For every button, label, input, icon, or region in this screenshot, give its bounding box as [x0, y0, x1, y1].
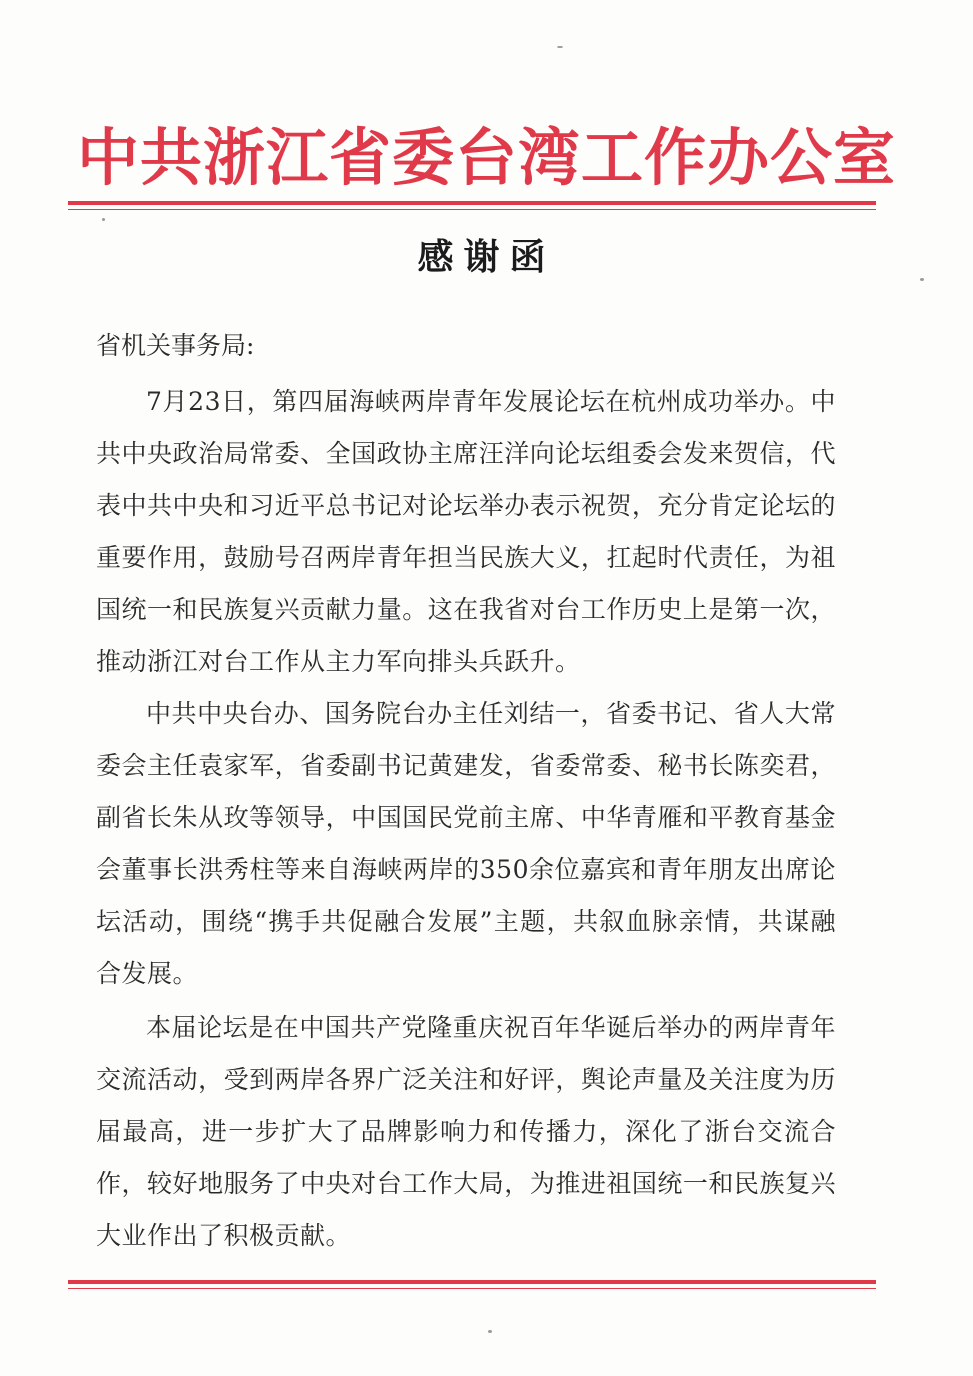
body-paragraph-2-wrap: [96, 688, 836, 1000]
document-title: 感谢函: [417, 237, 556, 278]
paper-speck: [920, 278, 924, 281]
body-paragraph: 中共中央台办、国务院台办主任刘结一，省委书记、省人大常委会主任袁家军，省委副书记黄建发，省委常委、秘书长陈奕君，副省长朱从玫等领导，中国国民党前主席、中华青雁和平教育基金会董事长洪秀柱等来自海峡两岸的350余位嘉宾和青年朋友出席论坛活动，围绕“携手共促融合发展”主题，共叙血脉亲情，共谋融合发展。: [96, 699, 836, 988]
letterhead-org-name: 中共浙江省委台湾工作办公室: [76, 121, 896, 194]
paper-speck: [102, 218, 105, 221]
body-paragraph-1-wrap: [96, 376, 836, 688]
footer-rule-thin: [68, 1288, 876, 1289]
letterhead-rule-thin: [68, 209, 876, 210]
paper-speck: [557, 46, 563, 48]
body-paragraph: 7月23日，第四届海峡两岸青年发展论坛在杭州成功举办。中共中央政治局常委、全国政协主席汪洋向论坛组委会发来贺信，代表中共中央和习近平总书记对论坛举办表示祝贺，充分肯定论坛的重要作用，鼓励号召两岸青年担当民族大义，扛起时代责任，为祖国统一和民族复兴贡献力量。这在我省对台工作历史上是第一次，推动浙江对台工作从主力军向排头兵跃升。: [96, 387, 836, 676]
paper-speck: [488, 1330, 492, 1333]
body-paragraph: 本届论坛是在中国共产党隆重庆祝百年华诞后举办的两岸青年交流活动，受到两岸各界广泛关注和好评，舆论声量及关注度为历届最高，进一步扩大了品牌影响力和传播力，深化了浙台交流合作，较好地服务了中央对台工作大局，为推进祖国统一和民族复兴大业作出了积极贡献。: [96, 1013, 836, 1250]
salutation: 省机关事务局:: [96, 331, 255, 360]
letterhead-rule-thick: [68, 201, 876, 205]
body-paragraph-3-wrap: [96, 1002, 836, 1262]
footer-rule-thick: [68, 1280, 876, 1284]
